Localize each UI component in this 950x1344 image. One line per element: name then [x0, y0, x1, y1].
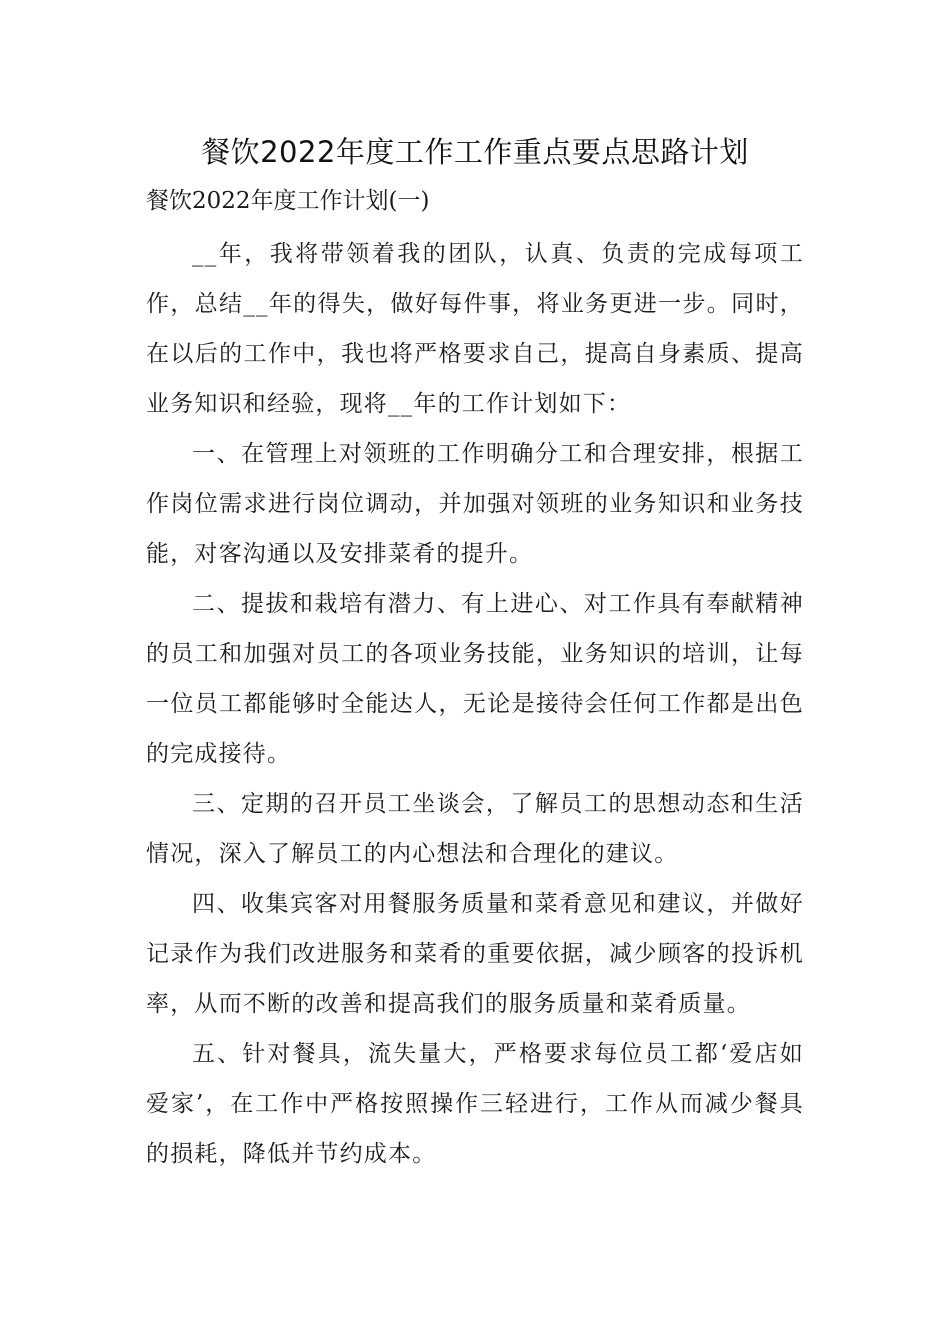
paragraph-intro: __年，我将带领着我的团队，认真、负责的完成每项工作，总结__年的得失，做好每件事，将业务更进一步。同时，在以后的工作中，我也将严格要求自己，提高自身素质、提高业务知识和经验，现将__年的工作计划如下： [146, 241, 804, 417]
paragraph-item-3: 三、定期的召开员工坐谈会，了解员工的思想动态和生活情况，深入了解员工的内心想法和合理化的建议。 [146, 791, 804, 867]
paragraph-item-5: 五、针对餐具，流失量大，严格要求每位员工都‘爱店如爱家’，在工作中严格按照操作三轻进行，工作从而减少餐具的损耗，降低并节约成本。 [146, 1041, 804, 1167]
paragraph-item-2: 二、提拔和栽培有潜力、有上进心、对工作具有奉献精神的员工和加强对员工的各项业务技能，业务知识的培训，让每一位员工都能够时全能达人，无论是接待会任何工作都是出色的完成接待。 [146, 591, 804, 767]
paragraph-item-1: 一、在管理上对领班的工作明确分工和合理安排，根据工作岗位需求进行岗位调动，并加强对领班的业务知识和业务技能，对客沟通以及安排菜肴的提升。 [146, 441, 804, 567]
document-subtitle: 餐饮2022年度工作计划(一) [146, 188, 430, 214]
document-body [146, 229, 804, 1179]
paragraph-item-4: 四、收集宾客对用餐服务质量和菜肴意见和建议，并做好记录作为我们改进服务和菜肴的重要依据，减少顾客的投诉机率，从而不断的改善和提高我们的服务质量和菜肴质量。 [146, 891, 804, 1017]
document-title: 餐饮2022年度工作工作重点要点思路计划 [201, 135, 749, 169]
